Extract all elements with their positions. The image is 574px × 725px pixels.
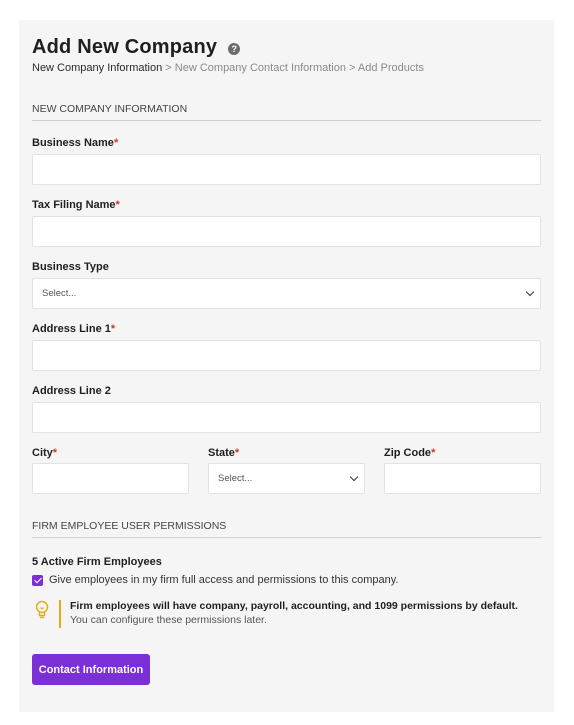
address-line-2-label: Address Line 2 [32, 385, 111, 397]
lightbulb-icon [34, 600, 50, 622]
state-select[interactable] [208, 463, 365, 494]
address-line-1-input[interactable] [32, 340, 541, 371]
section-heading-company-info: NEW COMPANY INFORMATION [32, 103, 541, 121]
business-type-selected: Select... [42, 288, 77, 299]
required-mark: * [113, 137, 119, 149]
address-line-1-label: Address Line 1* [32, 323, 116, 335]
business-name-label: Business Name* [32, 137, 119, 149]
city-input[interactable] [32, 463, 189, 494]
breadcrumb-separator: > [162, 62, 175, 74]
chevron-down-icon [526, 288, 534, 296]
active-employees-count: 5 Active Firm Employees [32, 556, 162, 568]
business-type-select[interactable] [32, 278, 541, 309]
address-line-2-input[interactable] [32, 402, 541, 433]
notice-title: Firm employees will have company, payroll, accounting, and 1099 permissions by default. [70, 600, 518, 612]
full-access-checkbox-row[interactable] [32, 574, 398, 586]
permissions-notice [32, 600, 542, 630]
question-circle-icon[interactable]: ? [228, 43, 240, 55]
zip-code-input[interactable] [384, 463, 541, 494]
full-access-checkbox[interactable] [32, 575, 43, 586]
breadcrumb-separator: > [345, 62, 358, 74]
notice-accent-bar [59, 600, 61, 628]
page-title: Add New Company [32, 36, 218, 58]
required-mark: * [115, 199, 120, 211]
required-mark: * [52, 447, 58, 459]
notice-subtext: You can configure these permissions later. [70, 614, 267, 626]
required-mark: * [110, 323, 116, 335]
required-mark: * [234, 447, 240, 459]
title-row [32, 36, 240, 59]
required-mark: * [431, 447, 436, 459]
business-name-input[interactable] [32, 154, 541, 185]
business-type-label: Business Type [32, 261, 109, 273]
contact-information-button[interactable]: Contact Information [32, 654, 150, 685]
city-label: City* [32, 447, 58, 459]
state-selected: Select... [218, 473, 253, 484]
full-access-checkbox-label[interactable]: Give employees in my firm full access and permissions to this company. [49, 574, 399, 586]
tax-filing-name-input[interactable] [32, 216, 541, 247]
add-company-panel [19, 20, 554, 712]
section-heading-permissions: FIRM EMPLOYEE USER PERMISSIONS [32, 520, 541, 538]
checkmark-icon [34, 575, 42, 583]
breadcrumb [32, 62, 424, 74]
breadcrumb-current: New Company Information [32, 62, 163, 74]
state-label: State* [208, 447, 240, 459]
chevron-down-icon [350, 473, 358, 481]
tax-filing-name-label: Tax Filing Name* [32, 199, 120, 211]
zip-code-label: Zip Code* [384, 447, 436, 459]
breadcrumb-step-contact: New Company Contact Information [174, 62, 346, 74]
breadcrumb-step-products: Add Products [357, 62, 424, 74]
